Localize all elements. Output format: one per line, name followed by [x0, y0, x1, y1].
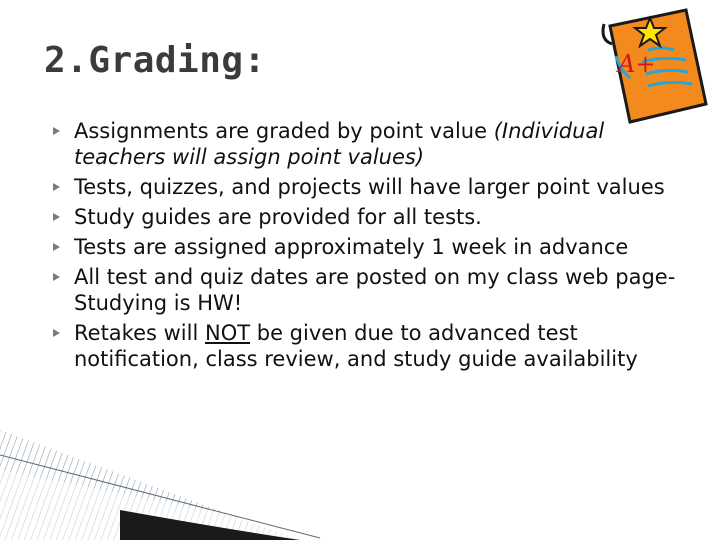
- bullet-item: [48, 204, 698, 230]
- bullet-text-post: be given due to advanced test notification, class review, and study guide availability: [74, 321, 638, 371]
- bullet-text: Tests are assigned approximately 1 week in advance: [74, 235, 629, 259]
- corner-decoration: [0, 430, 360, 540]
- bullet-arrow-icon: [53, 243, 60, 251]
- bullet-text-pre: Retakes will: [74, 321, 205, 345]
- bullet-text: Assignments are graded by point value: [74, 119, 494, 143]
- bullet-underlined: NOT: [204, 321, 251, 345]
- bullet-arrow-icon: [53, 127, 60, 135]
- grade-text: A+: [618, 50, 656, 78]
- bullet-arrow-icon: [53, 183, 60, 191]
- bullet-item: [48, 320, 698, 372]
- bullet-arrow-icon: [53, 273, 60, 281]
- bullet-text: All test and quiz dates are posted on my class web page- Studying is HW!: [74, 265, 676, 315]
- bullet-arrow-icon: [53, 213, 60, 221]
- slide-title: 2.Grading:: [44, 40, 266, 81]
- bullet-item: [48, 174, 698, 200]
- bullet-item: [48, 234, 698, 260]
- bullet-text: Tests, quizzes, and projects will have larger point values: [74, 175, 665, 199]
- bullet-item: [48, 118, 698, 170]
- bullet-arrow-icon: [53, 329, 60, 337]
- bullet-emphasis: (Individual teachers will assign point values): [74, 119, 605, 169]
- bullet-list: [48, 118, 698, 376]
- bullet-item: [48, 264, 698, 316]
- graded-paper-clipart: [590, 0, 716, 126]
- bullet-text: Study guides are provided for all tests.: [74, 205, 482, 229]
